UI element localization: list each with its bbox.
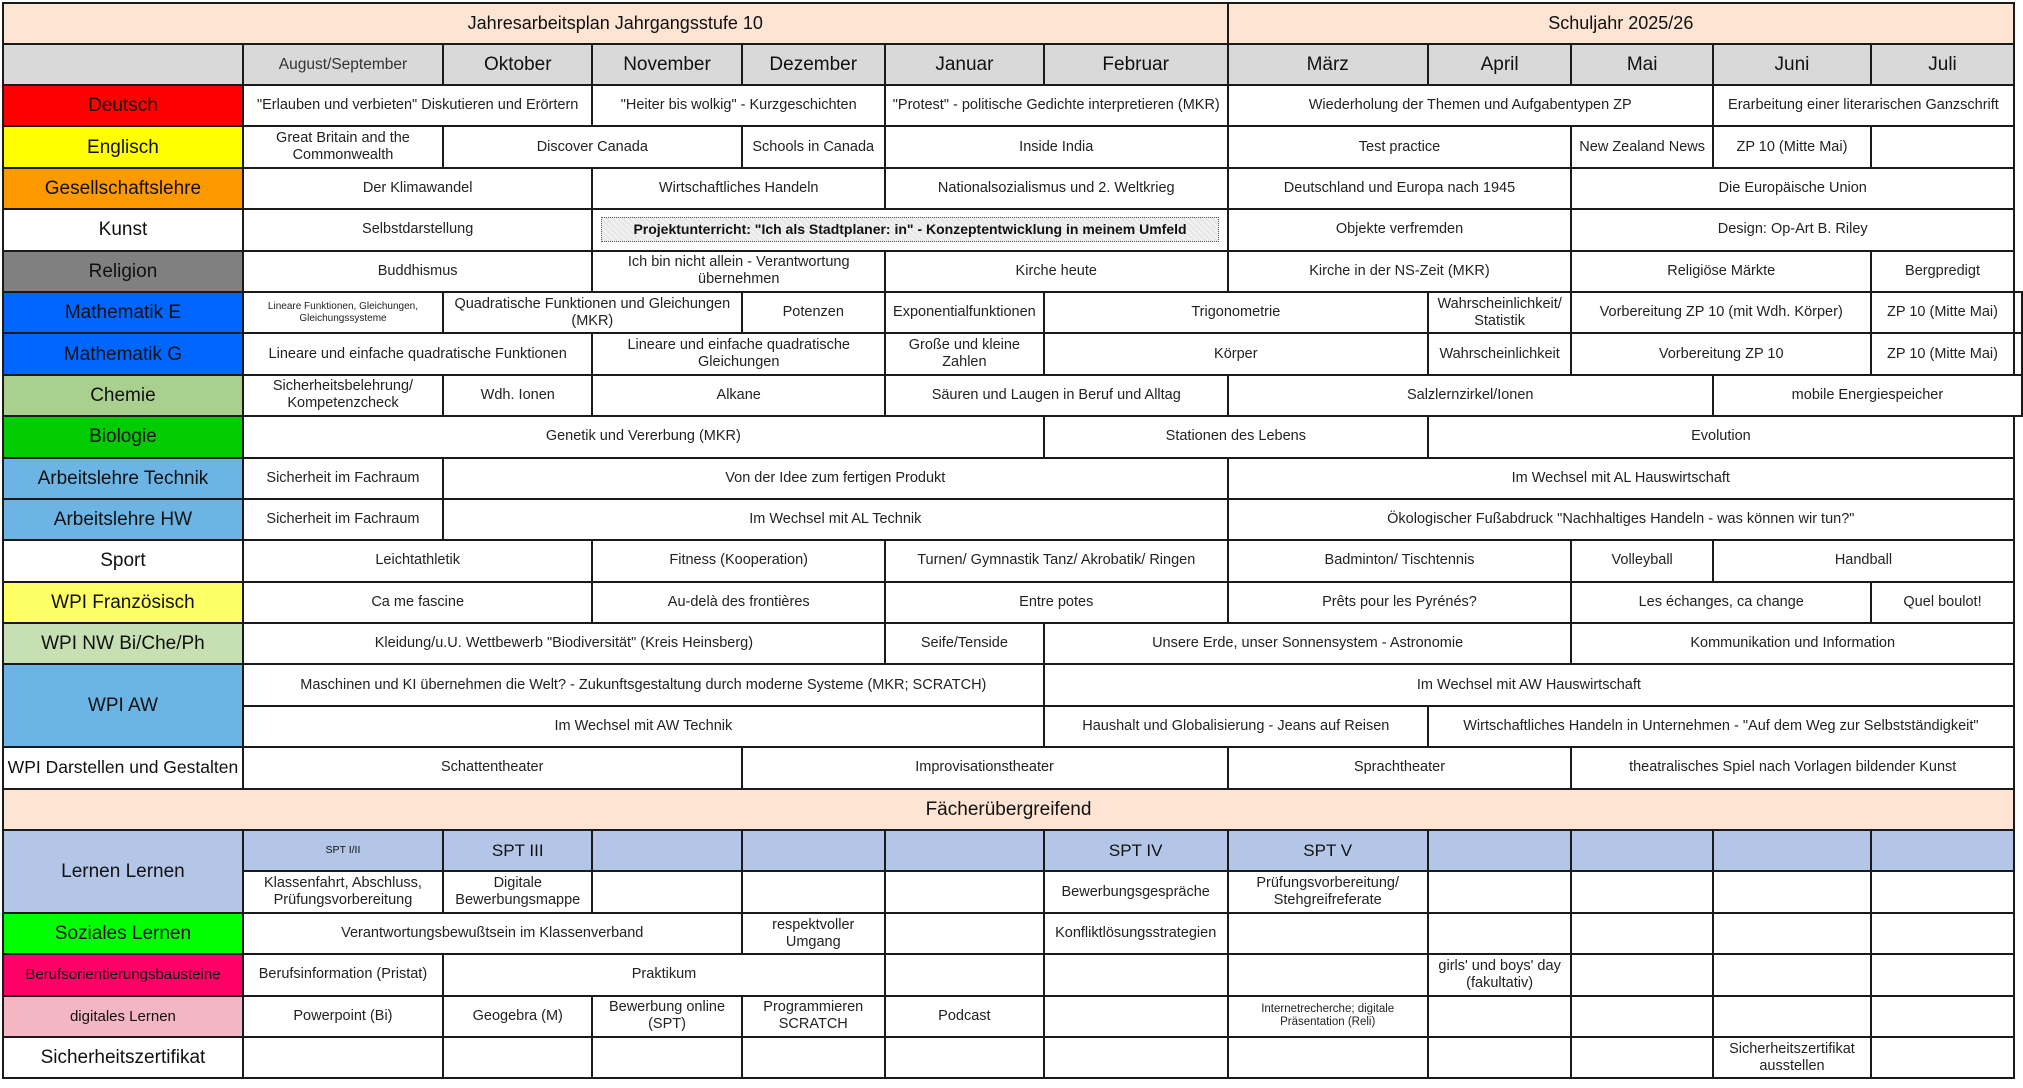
plan-cell: Sicherheitsbelehrung/ Kompetenzcheck <box>243 375 443 416</box>
plan-cell <box>885 954 1044 995</box>
spt-cell: SPT V <box>1228 830 1428 871</box>
project-label: Projektunterricht: "Ich als Stadtplaner: in" - Konzeptentwicklung in meinem Umfeld <box>601 217 1218 242</box>
subject-englisch: Englisch <box>3 126 243 167</box>
plan-cell <box>742 871 885 912</box>
plan-cell: Wiederholung der Themen und Aufgabentypen ZP <box>1228 85 1713 126</box>
plan-cell: Sicherheitszertifikat ausstellen <box>1713 1037 1871 1078</box>
plan-cell: Im Wechsel mit AL Technik <box>443 499 1228 540</box>
subject-religion: Religion <box>3 251 243 292</box>
plan-cell: Bergpredigt <box>1871 251 2014 292</box>
plan-cell: Ca me fascine <box>243 582 593 623</box>
plan-cell: Programmieren SCRATCH <box>742 996 885 1037</box>
plan-cell <box>1428 1037 1572 1078</box>
cross-digitales-lernen: digitales Lernen <box>3 996 243 1037</box>
plan-cell: Vorbereitung ZP 10 <box>1571 333 1871 374</box>
subject-chemie: Chemie <box>3 375 243 416</box>
month-header: August/September <box>243 44 443 85</box>
cross-lernen-lernen: Lernen Lernen <box>3 830 243 913</box>
plan-cell: Leichtathletik <box>243 540 593 581</box>
plan-cell: mobile Energiespeicher <box>1713 375 2022 416</box>
plan-cell: Volleyball <box>1571 540 1712 581</box>
plan-cell <box>243 1037 443 1078</box>
plan-cell <box>1571 871 1712 912</box>
subject-deutsch: Deutsch <box>3 85 243 126</box>
plan-cell: Ökologischer Fußabdruck "Nachhaltiges Handeln - was können wir tun?" <box>1228 499 2014 540</box>
plan-cell <box>1571 954 1712 995</box>
plan-cell: Selbstdarstellung <box>243 209 593 250</box>
month-header: Juli <box>1871 44 2014 85</box>
plan-cell: girls' und boys' day (fakultativ) <box>1428 954 1572 995</box>
month-header: Dezember <box>742 44 885 85</box>
plan-cell: Les échanges, ca change <box>1571 582 1871 623</box>
plan-cell: Inside India <box>885 126 1228 167</box>
plan-cell: Religiöse Märkte <box>1571 251 1871 292</box>
plan-cell <box>1044 996 1228 1037</box>
subject-wpi-nw: WPI NW Bi/Che/Ph <box>3 623 243 664</box>
plan-cell: Wirtschaftliches Handeln <box>592 168 884 209</box>
spt-cell: SPT I/II <box>243 830 443 871</box>
plan-cell <box>1228 954 1428 995</box>
plan-cell <box>1871 913 2014 954</box>
plan-cell: Prêts pour les Pyrénés? <box>1228 582 1572 623</box>
plan-cell: Schattentheater <box>243 747 742 788</box>
school-year: Schuljahr 2025/26 <box>1228 3 2014 44</box>
spt-cell <box>742 830 885 871</box>
plan-cell: ZP 10 (Mitte Mai) <box>1871 292 2014 333</box>
plan-cell: Badminton/ Tischtennis <box>1228 540 1572 581</box>
plan-cell: Erarbeitung einer literarischen Ganzschrift <box>1713 85 2014 126</box>
plan-cell: Maschinen und KI übernehmen die Welt? - Zukunftsgestaltung durch moderne Systeme (MKR; SCRATCH) <box>243 664 1044 705</box>
plan-cell <box>1428 871 1572 912</box>
corner-cell <box>3 44 243 85</box>
plan-cell: Discover Canada <box>443 126 742 167</box>
plan-cell: Digitale Bewerbungsmappe <box>443 871 592 912</box>
plan-cell: Schools in Canada <box>742 126 885 167</box>
plan-cell: Salzlernzirkel/Ionen <box>1228 375 1713 416</box>
plan-cell: Klassenfahrt, Abschluss, Prüfungsvorbereitung <box>243 871 443 912</box>
plan-cell: Geogebra (M) <box>443 996 592 1037</box>
plan-cell: Praktikum <box>443 954 885 995</box>
plan-cell: Kommunikation und Information <box>1571 623 2014 664</box>
spt-cell <box>1428 830 1572 871</box>
plan-cell: Säuren und Laugen in Beruf und Alltag <box>885 375 1228 416</box>
plan-cell <box>742 1037 885 1078</box>
cross-berufsorientierung: Berufsorientierungsbausteine <box>3 954 243 995</box>
plan-cell: Sprachtheater <box>1228 747 1572 788</box>
plan-cell: Im Wechsel mit AW Hauswirtschaft <box>1044 664 2014 705</box>
plan-cell <box>1713 954 1871 995</box>
plan-cell: Stationen des Lebens <box>1044 416 1428 457</box>
plan-cell <box>1044 1037 1228 1078</box>
spt-cell <box>885 830 1044 871</box>
spt-cell: SPT III <box>443 830 592 871</box>
plan-cell: Wahrscheinlichkeit <box>1428 333 1572 374</box>
plan-cell: Haushalt und Globalisierung - Jeans auf Reisen <box>1044 706 1428 747</box>
month-header: Juni <box>1713 44 1871 85</box>
plan-cell: Improvisationstheater <box>742 747 1228 788</box>
plan-cell: Von der Idee zum fertigen Produkt <box>443 458 1228 499</box>
plan-cell <box>1713 871 1871 912</box>
spt-cell <box>1871 830 2014 871</box>
plan-cell <box>1871 954 2014 995</box>
plan-cell: Kirche in der NS-Zeit (MKR) <box>1228 251 1572 292</box>
subject-arbeitslehre-hw: Arbeitslehre HW <box>3 499 243 540</box>
plan-cell: Lineare und einfache quadratische Gleichungen <box>592 333 884 374</box>
subject-kunst: Kunst <box>3 209 243 250</box>
plan-cell: Bewerbungsgespräche <box>1044 871 1228 912</box>
plan-cell: Im Wechsel mit AL Hauswirtschaft <box>1228 458 2014 499</box>
plan-cell: Sicherheit im Fachraum <box>243 499 443 540</box>
plan-cell: "Erlauben und verbieten" Diskutieren und Erörtern <box>243 85 593 126</box>
month-header: Oktober <box>443 44 592 85</box>
plan-cell: Handball <box>1713 540 2014 581</box>
subject-mathematik-e: Mathematik E <box>3 292 243 333</box>
cross-sicherheitszertifikat: Sicherheitszertifikat <box>3 1037 243 1078</box>
plan-cell <box>592 871 741 912</box>
plan-cell: Körper <box>1044 333 1428 374</box>
plan-cell: Sicherheit im Fachraum <box>243 458 443 499</box>
plan-cell: Internetrecherche; digitale Präsentation (Reli) <box>1228 996 1428 1037</box>
plan-cell: Great Britain and the Commonwealth <box>243 126 443 167</box>
plan-cell <box>1571 1037 1712 1078</box>
plan-cell: Podcast <box>885 996 1044 1037</box>
plan-cell: Berufsinformation (Pristat) <box>243 954 443 995</box>
plan-cell <box>1713 913 1871 954</box>
plan-cell <box>885 1037 1044 1078</box>
plan-cell: ZP 10 (Mitte Mai) <box>1871 333 2014 374</box>
plan-cell <box>1871 126 2014 167</box>
month-header: November <box>592 44 741 85</box>
plan-cell: Turnen/ Gymnastik Tanz/ Akrobatik/ Ringen <box>885 540 1228 581</box>
month-header: Mai <box>1571 44 1712 85</box>
plan-cell <box>1228 913 1428 954</box>
plan-cell <box>1871 871 2014 912</box>
month-header: März <box>1228 44 1428 85</box>
month-header: Februar <box>1044 44 1228 85</box>
plan-cell <box>885 871 1044 912</box>
plan-cell: Test practice <box>1228 126 1572 167</box>
plan-cell: "Heiter bis wolkig" - Kurzgeschichten <box>592 85 884 126</box>
subject-wpi-darstellen-gestalten: WPI Darstellen und Gestalten <box>3 747 243 788</box>
plan-cell: Evolution <box>1428 416 2014 457</box>
annual-plan-table <box>2 2 2023 1079</box>
plan-cell <box>1428 913 1572 954</box>
plan-cell <box>1044 954 1228 995</box>
plan-cell: Im Wechsel mit AW Technik <box>243 706 1044 747</box>
plan-cell: Wahrscheinlichkeit/ Statistik <box>1428 292 1572 333</box>
plan-cell: Unsere Erde, unser Sonnensystem - Astronomie <box>1044 623 1572 664</box>
plan-cell <box>1871 996 2014 1037</box>
plan-cell <box>1571 996 1712 1037</box>
plan-cell <box>1428 996 1572 1037</box>
subject-gesellschaftslehre: Gesellschaftslehre <box>3 168 243 209</box>
spt-cell <box>592 830 741 871</box>
plan-cell: Große und kleine Zahlen <box>885 333 1044 374</box>
project-cell <box>592 209 1227 250</box>
plan-cell: Quadratische Funktionen und Gleichungen (MKR) <box>443 292 742 333</box>
plan-cell: Verantwortungsbewußtsein im Klassenverband <box>243 913 742 954</box>
plan-cell: Genetik und Vererbung (MKR) <box>243 416 1044 457</box>
plan-cell: respektvoller Umgang <box>742 913 885 954</box>
subject-wpi-franzoesisch: WPI Französisch <box>3 582 243 623</box>
plan-cell: Seife/Tenside <box>885 623 1044 664</box>
spt-cell: SPT IV <box>1044 830 1228 871</box>
subject-biologie: Biologie <box>3 416 243 457</box>
plan-cell: "Protest" - politische Gedichte interpretieren (MKR) <box>885 85 1228 126</box>
plan-cell: Exponentialfunktionen <box>885 292 1044 333</box>
cross-soziales-lernen: Soziales Lernen <box>3 913 243 954</box>
plan-cell: Der Klimawandel <box>243 168 593 209</box>
plan-cell: Quel boulot! <box>1871 582 2014 623</box>
plan-title: Jahresarbeitsplan Jahrgangsstufe 10 <box>3 3 1228 44</box>
section-cross-curricular: Fächerübergreifend <box>3 789 2014 830</box>
plan-cell: Ich bin nicht allein - Verantwortung übernehmen <box>592 251 884 292</box>
month-header: Januar <box>885 44 1044 85</box>
plan-cell <box>1871 1037 2014 1078</box>
plan-cell: Entre potes <box>885 582 1228 623</box>
plan-cell: Objekte verfremden <box>1228 209 1572 250</box>
plan-cell: Potenzen <box>742 292 885 333</box>
plan-cell: theatralisches Spiel nach Vorlagen bildender Kunst <box>1571 747 2014 788</box>
plan-cell: Powerpoint (Bi) <box>243 996 443 1037</box>
plan-cell <box>1713 996 1871 1037</box>
spt-cell <box>1571 830 1712 871</box>
plan-cell <box>2014 333 2022 374</box>
plan-cell: Kirche heute <box>885 251 1228 292</box>
plan-cell: Konfliktlösungsstrategien <box>1044 913 1228 954</box>
plan-cell <box>2014 292 2022 333</box>
plan-cell <box>1571 913 1712 954</box>
plan-cell: Die Europäische Union <box>1571 168 2014 209</box>
month-header: April <box>1428 44 1572 85</box>
plan-cell: Buddhismus <box>243 251 593 292</box>
plan-cell: New Zealand News <box>1571 126 1712 167</box>
plan-cell: Lineare Funktionen, Gleichungen, Gleichungssysteme <box>243 292 443 333</box>
plan-cell: Nationalsozialismus und 2. Weltkrieg <box>885 168 1228 209</box>
plan-cell <box>443 1037 592 1078</box>
plan-cell: Trigonometrie <box>1044 292 1428 333</box>
plan-cell: Design: Op-Art B. Riley <box>1571 209 2014 250</box>
plan-cell: Wdh. Ionen <box>443 375 592 416</box>
plan-cell: Lineare und einfache quadratische Funktionen <box>243 333 593 374</box>
plan-cell: Fitness (Kooperation) <box>592 540 884 581</box>
plan-cell: Prüfungsvorbereitung/ Stehgreifreferate <box>1228 871 1428 912</box>
plan-cell: Alkane <box>592 375 884 416</box>
plan-cell: Deutschland und Europa nach 1945 <box>1228 168 1572 209</box>
subject-arbeitslehre-technik: Arbeitslehre Technik <box>3 458 243 499</box>
subject-sport: Sport <box>3 540 243 581</box>
plan-cell: ZP 10 (Mitte Mai) <box>1713 126 1871 167</box>
plan-cell: Vorbereitung ZP 10 (mit Wdh. Körper) <box>1571 292 1871 333</box>
plan-cell: Bewerbung online (SPT) <box>592 996 741 1037</box>
plan-cell: Au-delà des frontières <box>592 582 884 623</box>
spt-cell <box>1713 830 1871 871</box>
subject-mathematik-g: Mathematik G <box>3 333 243 374</box>
plan-cell <box>592 1037 741 1078</box>
plan-cell <box>885 913 1044 954</box>
subject-wpi-aw: WPI AW <box>3 664 243 747</box>
plan-cell: Wirtschaftliches Handeln in Unternehmen - "Auf dem Weg zur Selbstständigkeit" <box>1428 706 2014 747</box>
plan-cell: Kleidung/u.U. Wettbewerb "Biodiversität" (Kreis Heinsberg) <box>243 623 885 664</box>
plan-cell <box>1228 1037 1428 1078</box>
